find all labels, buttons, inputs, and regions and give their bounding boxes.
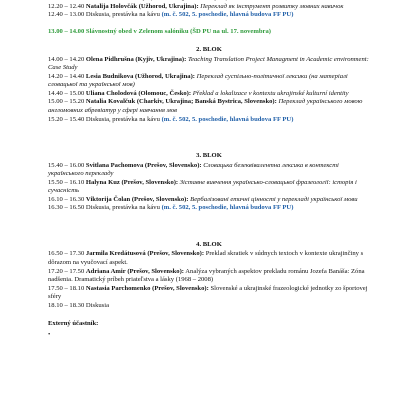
talk-topic: Зіставне вивчення українсько-словацької фразеології: історія і сучасність <box>48 178 357 195</box>
talk-item <box>48 98 370 115</box>
talk-place: (Prešov, Slovensko): <box>121 178 179 186</box>
talk-place: (Prešov, Slovensko): <box>152 284 209 292</box>
talk-topic: Preklad skratiek v súdnych textoch v kontexte ukrajinčiny s dôrazom na vyučovací aspekt. <box>48 250 364 267</box>
talk-place: (Olomouc, Česko): <box>138 89 192 97</box>
break-item <box>48 302 370 311</box>
talk-topic: Переклад як інструмент розвитку мовних навичок <box>200 2 344 10</box>
block-heading: 4. BLOK <box>196 240 222 248</box>
talk-topic: Переклад українського мовою англомовних абревіатур у сфері навчання мов <box>48 98 363 115</box>
talk-time: 14.40 – 15.00 <box>48 89 85 97</box>
talk-topic: Переклад суспільно-політичної лексики (на матеріалі словацької та української мов) <box>48 72 348 89</box>
break-text: Diskusia <box>85 301 109 309</box>
talk-speaker: Svitlana Pachomova <box>85 161 144 169</box>
talk-speaker: Olena Pidhrušna <box>85 55 134 63</box>
block-heading: 3. BLOK <box>196 152 222 160</box>
talk-topic: Slovenské a ukrajinské frazeologické jednotky zo športovej sféry <box>48 284 368 301</box>
break-text: Diskusia, prestávka na kávu <box>85 11 160 19</box>
talk-topic: Вербалізовані етичні цінності у перекладі української мови <box>190 195 358 203</box>
talk-item <box>48 90 370 99</box>
break-text: Diskusia, prestávka na kávu <box>85 115 160 123</box>
talk-time: 14.00 – 14.20 <box>48 55 85 63</box>
talk-time: 17.50 – 18.10 <box>48 284 85 292</box>
program-content <box>48 0 370 339</box>
break-time: 18.10 – 18.30 <box>48 301 85 309</box>
lunch-item: 13.00 – 14.00 Slávnostný obed v Zelenom salóniku (ŠD PU na ul. 17. novembra) <box>48 27 271 35</box>
bullet-marker: • <box>48 330 51 338</box>
talk-place: (Kyjiv, Ukrajina): <box>135 55 187 63</box>
talk-speaker: Lesia Budnikova <box>85 72 134 80</box>
talk-item <box>48 285 370 302</box>
talk-place: (Prešov, Slovensko): <box>144 161 202 169</box>
break-room: (m. č. 502, 5. poschodie, hlavná budova FF PU) <box>161 204 294 212</box>
talk-speaker: Nastasia Parchomenko <box>85 284 151 292</box>
talk-time: 15.40 – 16.00 <box>48 161 85 169</box>
talk-item <box>48 268 370 285</box>
talk-speaker: Natalija Holovčák <box>85 2 138 10</box>
talk-item <box>48 250 370 267</box>
talk-place: (Užhorod, Ukrajina): <box>138 2 199 10</box>
talk-time: 15.00 – 15.20 <box>48 98 85 106</box>
talk-speaker: Viktorija Čolan <box>85 195 131 203</box>
talk-item <box>48 179 370 196</box>
break-item <box>48 204 370 213</box>
talk-item <box>48 73 370 90</box>
talk-topic: Teaching Translation Project Managment in Academic environment: Case Study <box>48 55 369 72</box>
talk-place: (Užhorod, Ukrajina): <box>135 72 195 80</box>
talk-speaker: Halyna Kuz <box>85 178 120 186</box>
talk-item <box>48 196 370 205</box>
talk-topic: Словацька безеквівалентна лексика в контексті українського перекладу <box>48 161 339 178</box>
block-heading: 2. BLOK <box>196 46 222 54</box>
talk-place: (Prešov, Slovensko): <box>127 267 184 275</box>
break-time: 15.20 – 15.40 <box>48 115 85 123</box>
talk-item <box>48 3 370 12</box>
talk-item <box>48 162 370 179</box>
break-time: 12.40 – 13.00 <box>48 11 85 19</box>
break-room: (m. č. 502, 5. poschodie, hlavná budova FF PU) <box>161 11 294 19</box>
talk-place: (Prešov, Slovensko): <box>131 195 189 203</box>
break-room: (m. č. 502, 5. poschodie, hlavná budova FF PU) <box>161 115 294 123</box>
talk-place: (Prešov, Slovensko): <box>147 250 205 258</box>
talk-speaker: Jarmila Kredátusová <box>85 250 146 258</box>
break-text: Diskusia, prestávka na kávu <box>85 204 160 212</box>
talk-time: 16.50 – 17.30 <box>48 250 85 258</box>
talk-speaker: Natalia Kovalčuk <box>85 98 136 106</box>
break-item <box>48 11 370 20</box>
talk-place: (Charkiv, Ukrajina; Banská Bystrica, Slovensko): <box>136 98 277 106</box>
talk-topic: Analýza vybraných aspektov prekladu románu Jozefa Banáša: Zóna nadšenia. Dramatický príbeh priateľstva a lásky (1968 – 2008) <box>48 267 365 284</box>
talk-speaker: Adriana Amir <box>85 267 126 275</box>
break-item <box>48 116 370 125</box>
talk-item <box>48 56 370 73</box>
talk-speaker: Uliana Cholodová <box>85 89 137 97</box>
talk-time: 16.10 – 16.30 <box>48 195 85 203</box>
talk-time: 14.20 – 14.40 <box>48 72 85 80</box>
talk-topic: Překlad a lokalizace v kontextu ukrajinské kulturní identity <box>192 89 349 97</box>
talk-time: 15.50 – 16.10 <box>48 178 85 186</box>
break-time: 16.30 – 16.50 <box>48 204 85 212</box>
external-participant-heading: Externý účastník: <box>48 320 99 328</box>
talk-time: 12.20 – 12.40 <box>48 2 85 10</box>
talk-time: 17.20 – 17.50 <box>48 267 85 275</box>
